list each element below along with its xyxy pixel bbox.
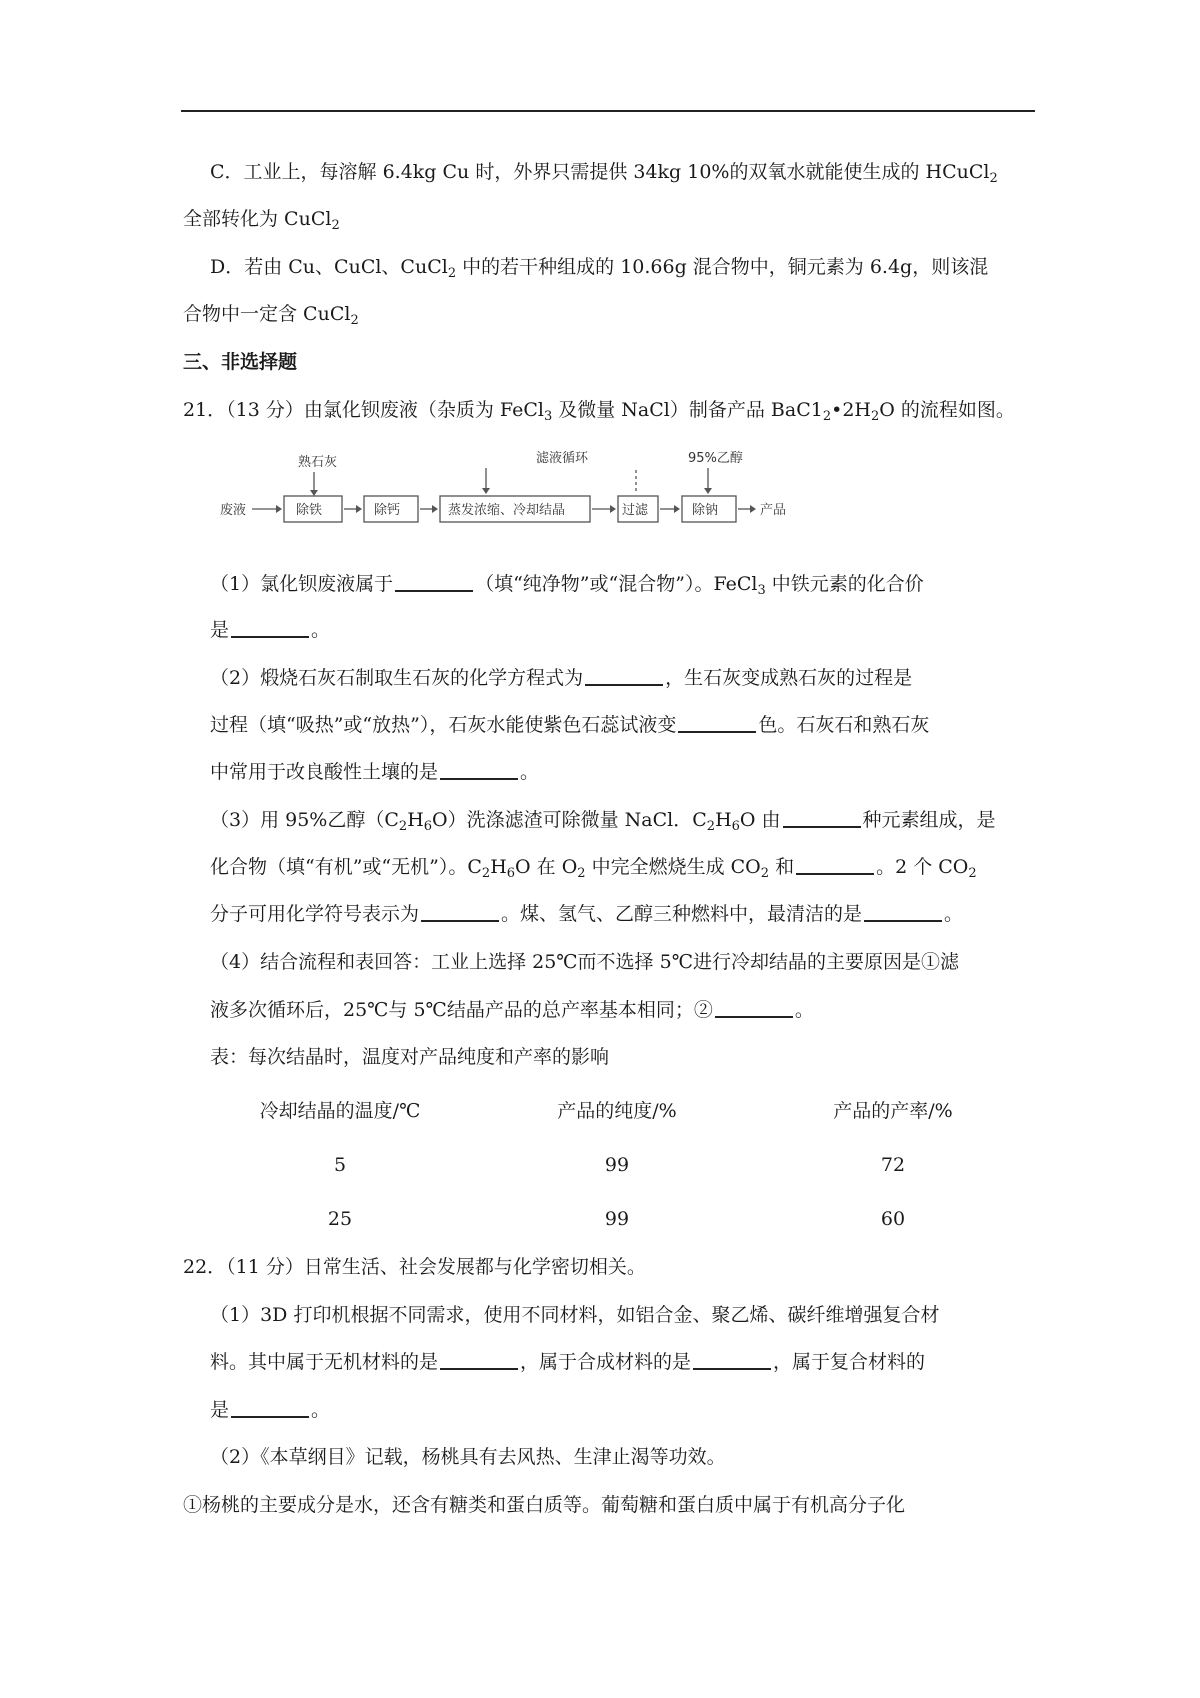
answer-blank[interactable]	[715, 998, 793, 1018]
q21-part2-line2: 过程（填“吸热”或“放热”），石灰水能使紫色石蕊试液变 色。石灰石和熟石灰	[210, 714, 930, 736]
table-header-yield: 产品的产率/%	[833, 1100, 953, 1122]
q22-part2-item1: ①杨桃的主要成分是水，还含有糖类和蛋白质等。葡萄糖和蛋白质中属于有机高分子化	[183, 1494, 906, 1516]
q21-part2-line1: （2）煅烧石灰石制取生石灰的化学方程式为 ，生石灰变成熟石灰的过程是	[210, 667, 913, 689]
table-header-temperature: 冷却结晶的温度/℃	[259, 1100, 421, 1122]
answer-blank[interactable]	[693, 1350, 771, 1370]
flow-step-remove-iron: 除铁	[296, 503, 323, 518]
answer-blank[interactable]	[231, 1398, 309, 1418]
q21-part4-line2: 液多次循环后，25℃与 5℃结晶产品的总产率基本相同；② 。	[210, 999, 814, 1021]
flow-end: 产品	[760, 503, 787, 518]
table-header-purity: 产品的纯度/%	[557, 1100, 677, 1122]
table-cell: 99	[604, 1208, 630, 1230]
section-title: 三、非选择题	[183, 351, 298, 373]
table-caption: 表：每次结晶时，温度对产品纯度和产率的影响	[210, 1046, 610, 1068]
q21-part1-line1: （1）氯化钡废液属于 （填“纯净物”或“混合物”）。FeCl$_3$ 中铁元素的化合价	[210, 573, 924, 598]
table-cell: 99	[604, 1154, 630, 1176]
flow-step-evaporate: 蒸发浓缩、冷却结晶	[448, 503, 566, 518]
table-cell: 72	[880, 1154, 906, 1176]
q21-part3-line3: 分子可用化学符号表示为 。煤、氢气、乙醇三种燃料中，最清洁的是 。	[210, 903, 964, 925]
option-d-line1: D．若由 Cu、CuCl、CuCl$_2$ 中的若干种组成的 10.66g 混合物中，铜元素为 6.4g，则该混	[210, 256, 989, 281]
flow-recycle-label: 滤液循环	[536, 451, 589, 466]
answer-blank[interactable]	[864, 902, 942, 922]
answer-blank[interactable]	[796, 855, 874, 875]
table-cell: 5	[333, 1154, 347, 1176]
q21-part1-line2: 是 。	[210, 619, 331, 641]
answer-blank[interactable]	[421, 902, 499, 922]
flow-start: 废液	[220, 503, 247, 518]
answer-blank[interactable]	[678, 713, 756, 733]
option-d-line2: 合物中一定含 CuCl$_2$	[183, 303, 359, 328]
answer-blank[interactable]	[231, 618, 309, 638]
q22-stem: 22．（11 分）日常生活、社会发展都与化学密切相关。	[183, 1256, 646, 1278]
table-cell: 25	[327, 1208, 353, 1230]
answer-blank[interactable]	[440, 760, 518, 780]
answer-blank[interactable]	[440, 1350, 518, 1370]
q22-part1-line3: 是 。	[210, 1399, 331, 1421]
q22-part1-line1: （1）3D 打印机根据不同需求，使用不同材料，如铝合金、聚乙烯、碳纤维增强复合材	[210, 1304, 940, 1326]
option-c-line2: 全部转化为 CuCl$_2$	[183, 208, 340, 233]
flow-step-remove-calcium: 除钙	[374, 503, 401, 518]
table-cell: 60	[880, 1208, 906, 1230]
flow-reagent-ethanol: 95%乙醇	[688, 451, 743, 466]
q22-part2: （2）《本草纲目》记载，杨桃具有去风热、生津止渴等功效。	[210, 1446, 726, 1468]
process-flow-diagram	[218, 448, 878, 538]
header-rule	[181, 110, 1035, 112]
option-c-line1: C．工业上，每溶解 6.4kg Cu 时，外界只需提供 34kg 10%的双氧水就能使生成的 HCuCl$_2$	[210, 161, 998, 186]
flow-reagent-lime: 熟石灰	[298, 455, 338, 470]
answer-blank[interactable]	[395, 572, 473, 592]
answer-blank[interactable]	[783, 808, 861, 828]
q21-part3-line1: （3）用 95%乙醇$(C_2H_6O)$洗涤滤渣可除微量 NaCl．$C_2H_6O$ 由 种元素组成，是	[210, 809, 996, 834]
flow-step-remove-sodium: 除钠	[692, 503, 719, 518]
q21-part3-line2: 化合物（填“有机”或“无机”）。$C_2H_6O$ 在 $O_2$ 中完全燃烧生成 $CO_2$ 和 。2 个 $CO_2$	[210, 856, 977, 881]
flow-step-filter: 过滤	[622, 503, 649, 518]
q21-part2-line3: 中常用于改良酸性土壤的是 。	[210, 761, 540, 783]
q21-stem: 21．（13 分）由氯化钡废液（杂质为 FeCl$_3$ 及微量 NaCl）制备产品 $BaC1_2•2H_2O$ 的流程如图。	[183, 399, 1015, 424]
q21-part4-line1: （4）结合流程和表回答：工业上选择 25℃而不选择 5℃进行冷却结晶的主要原因是①滤	[210, 951, 959, 973]
answer-blank[interactable]	[585, 666, 663, 686]
q22-part1-line2: 料。其中属于无机材料的是 ，属于合成材料的是 ，属于复合材料的	[210, 1351, 926, 1373]
